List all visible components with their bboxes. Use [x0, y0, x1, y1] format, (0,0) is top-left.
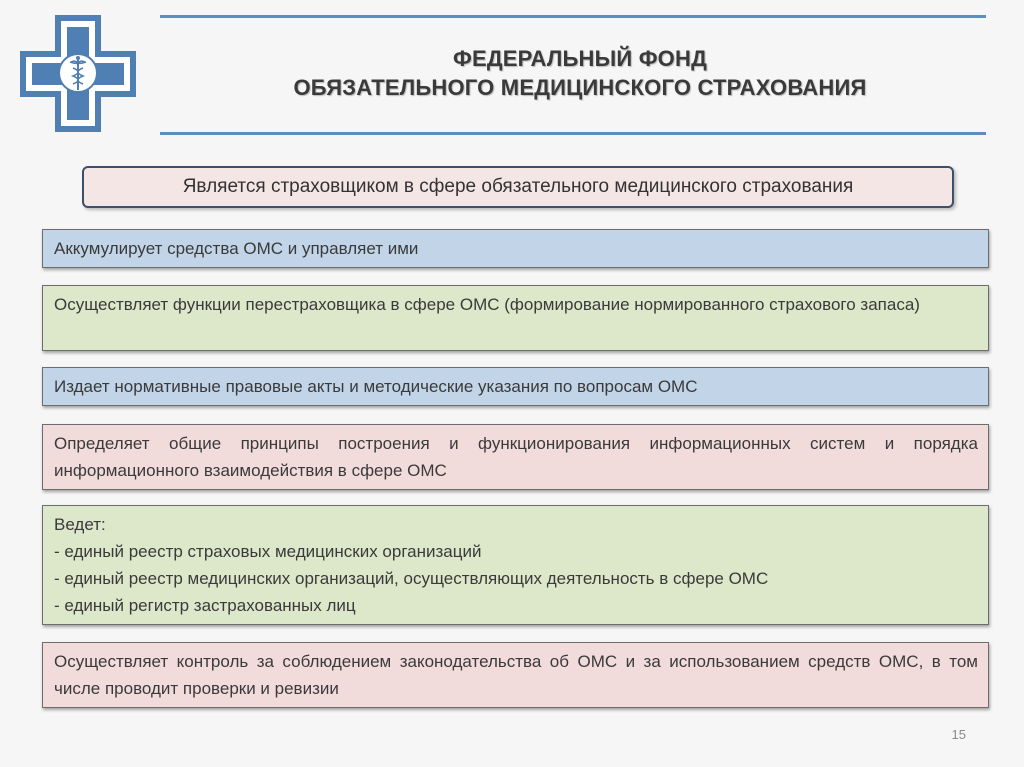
page-title	[160, 44, 1000, 102]
title-line-1: ФЕДЕРАЛЬНЫЙ ФОНД	[453, 46, 707, 71]
function-box-registers	[42, 505, 989, 625]
registers-lead: Ведет:	[54, 515, 106, 534]
header-rule-bottom	[160, 132, 986, 135]
header-rule-top	[160, 15, 986, 18]
function-box-regulations: Издает нормативные правовые акты и методические указания по вопросам ОМС	[42, 367, 989, 406]
function-box-reinsurer: Осуществляет функции перестраховщика в сфере ОМС (формирование нормированного страхового запаса)	[42, 285, 989, 351]
title-line-2: ОБЯЗАТЕЛЬНОГО МЕДИЦИНСКОГО СТРАХОВАНИЯ	[293, 75, 867, 100]
list-item: - единый реестр страховых медицинских организаций	[54, 542, 482, 561]
headline-box: Является страховщиком в сфере обязательного медицинского страхования	[82, 166, 954, 208]
medical-cross-caduceus-icon	[17, 12, 139, 135]
function-box-control: Осуществляет контроль за соблюдением законодательства об ОМС и за использованием средств ОМС, в том числе проводит проверки и ревизии	[42, 642, 989, 708]
function-box-accumulate: Аккумулирует средства ОМС и управляет ими	[42, 229, 989, 268]
page-number: 15	[951, 727, 966, 742]
list-item: - единый реестр медицинских организаций, осуществляющих деятельность в сфере ОМС	[54, 569, 769, 588]
function-box-information-systems: Определяет общие принципы построения и функционирования информационных систем и порядка информационного взаимодействия в сфере ОМС	[42, 424, 989, 490]
list-item: - единый регистр застрахованных лиц	[54, 596, 356, 615]
